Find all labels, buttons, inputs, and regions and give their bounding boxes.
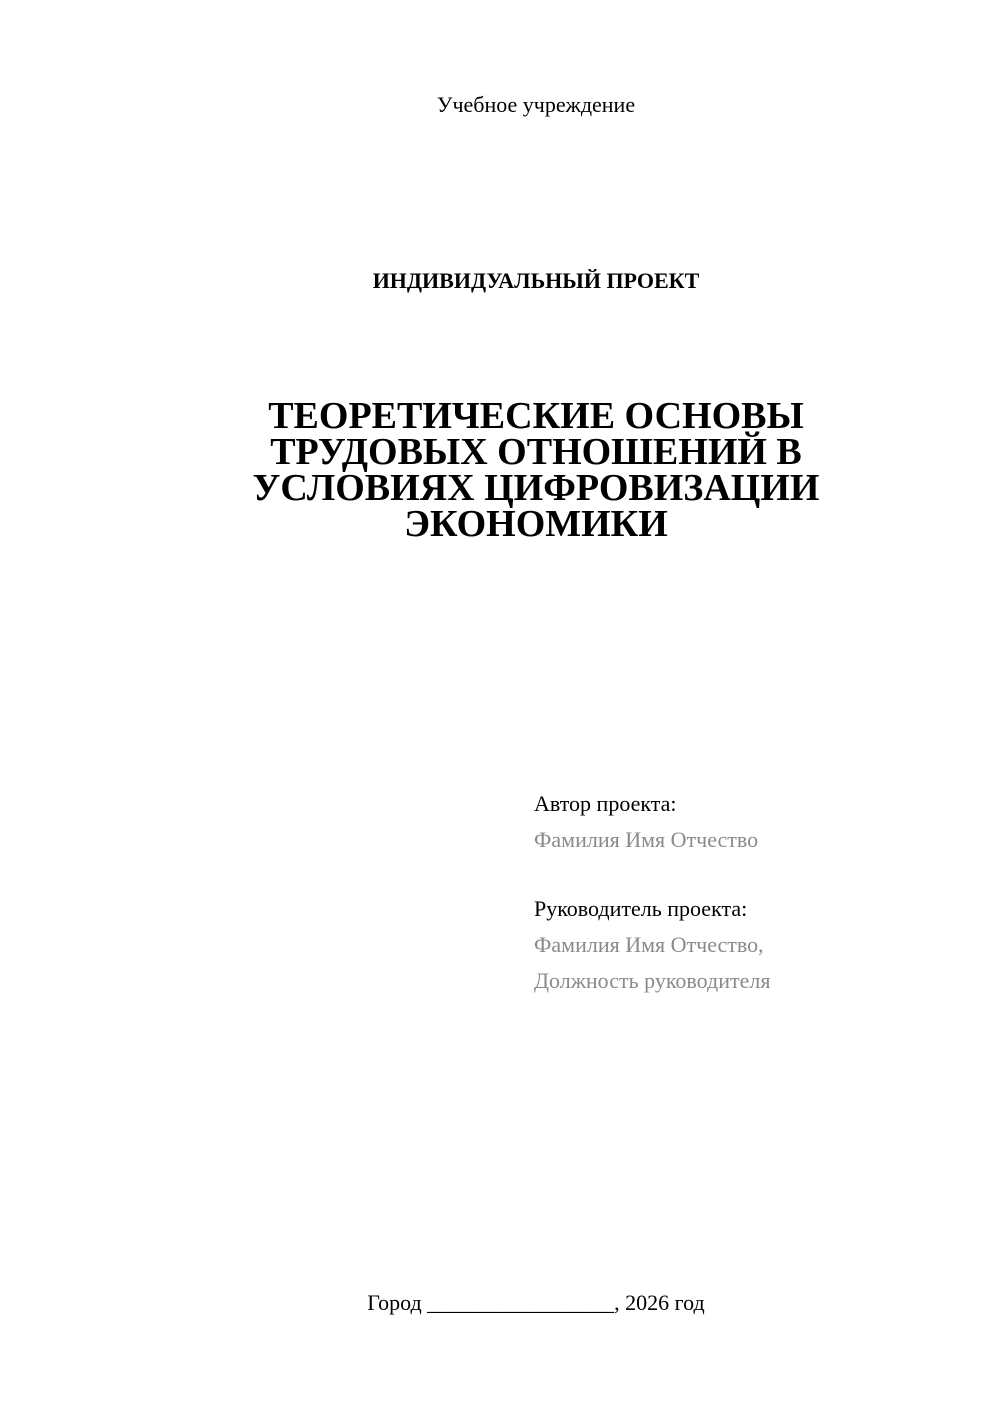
author-label: Автор проекта: [534,791,677,816]
project-title [200,395,872,545]
supervisor-name-placeholder: Фамилия Имя Отчество, [534,932,764,957]
institution-name: Учебное учреждение [436,92,636,117]
author-name-placeholder: Фамилия Имя Отчество [534,827,759,852]
supervisor-label: Руководитель проекта: [534,896,748,921]
author-block [534,786,974,858]
project-title-line-2: ТРУДОВЫХ ОТНОШЕНИЙ В [270,431,802,473]
supervisor-block [534,891,974,999]
supervisor-position-placeholder: Должность руководителя [534,968,771,993]
city-year-line: Город _________________, 2026 год [367,1290,705,1315]
project-title-line-4: ЭКОНОМИКИ [404,503,668,545]
project-type-heading: ИНДИВИДУАЛЬНЫЙ ПРОЕКТ [372,268,700,293]
project-title-line-3: УСЛОВИЯХ ЦИФРОВИЗАЦИИ [252,467,820,509]
project-title-line-1: ТЕОРЕТИЧЕСКИЕ ОСНОВЫ [268,395,804,437]
